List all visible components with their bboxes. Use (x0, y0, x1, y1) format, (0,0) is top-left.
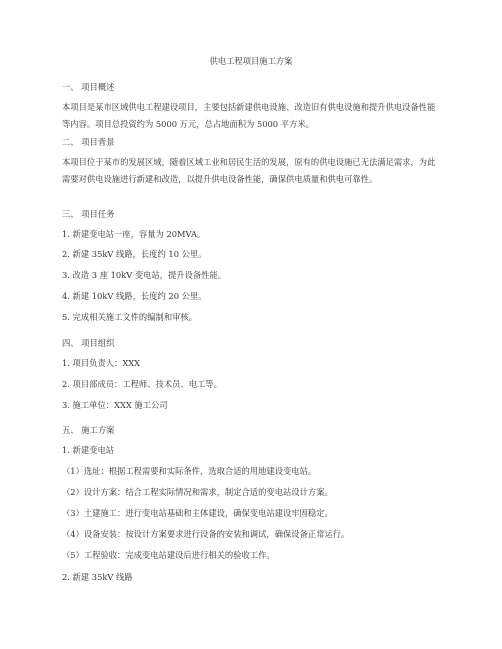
plan-step: （2）设计方案：结合工程实际情况和需求，制定合适的变电站设计方案。 (62, 487, 333, 497)
section-heading-background: 二、 项目背景 (62, 137, 115, 147)
overview-paragraph: 本项目是某市区域供电工程建设项目，主要包括新建供电设施、改造旧有供电设施和提升供电设备性能等内容。项目总投资约为 5000 万元，总占地面积为 5000 平方米。 (62, 102, 436, 129)
background-paragraph: 本项目位于某市的发展区域，随着区域工业和居民生活的发展，原有的供电设施已无法满足需求，为此需要对供电设施进行新建和改造，以提升供电设备性能，确保供电质量和供电可靠性。 (62, 157, 436, 184)
section-heading-overview: 一、 项目概述 (62, 82, 115, 92)
org-item: 1. 项目负责人：XXX (62, 358, 141, 368)
task-item: 4. 新建 10kV 线路，长度约 20 公里。 (62, 291, 207, 301)
plan-step: （5）工程验收：完成变电站建设后进行相关的验收工作。 (62, 550, 275, 560)
task-item: 5. 完成相关施工文件的编制和审核。 (62, 312, 198, 322)
plan-step: （3）土建施工：进行变电站基础和主体建设，确保变电站建设牢固稳定。 (62, 508, 333, 518)
task-item: 2. 新建 35kV 线路，长度约 10 公里。 (62, 249, 207, 259)
document-title: 供电工程项目施工方案 (209, 56, 293, 66)
org-item: 3. 施工单位：XXX 施工公司 (62, 400, 168, 410)
plan-step: （4）设备安装：按设计方案要求进行设备的安装和调试，确保设备正常运行。 (62, 529, 350, 539)
task-item: 3. 改造 3 座 10kV 变电站，提升设备性能。 (62, 270, 227, 280)
subsection-heading-35kv-line: 2. 新建 35kV 线路 (62, 572, 133, 582)
section-heading-organization: 四、 项目组织 (62, 338, 115, 348)
org-item: 2. 项目部成员：工程师、技术员、电工等。 (62, 379, 222, 389)
task-item: 1. 新建变电站一座，容量为 20MVA。 (62, 229, 206, 239)
subsection-heading-substation: 1. 新建变电站 (62, 445, 115, 455)
plan-step: （1）选址：根据工程需要和实际条件，选取合适的用地建设变电站。 (62, 466, 317, 476)
section-heading-plan: 五、 施工方案 (62, 425, 115, 435)
section-heading-tasks: 三、 项目任务 (62, 209, 115, 219)
